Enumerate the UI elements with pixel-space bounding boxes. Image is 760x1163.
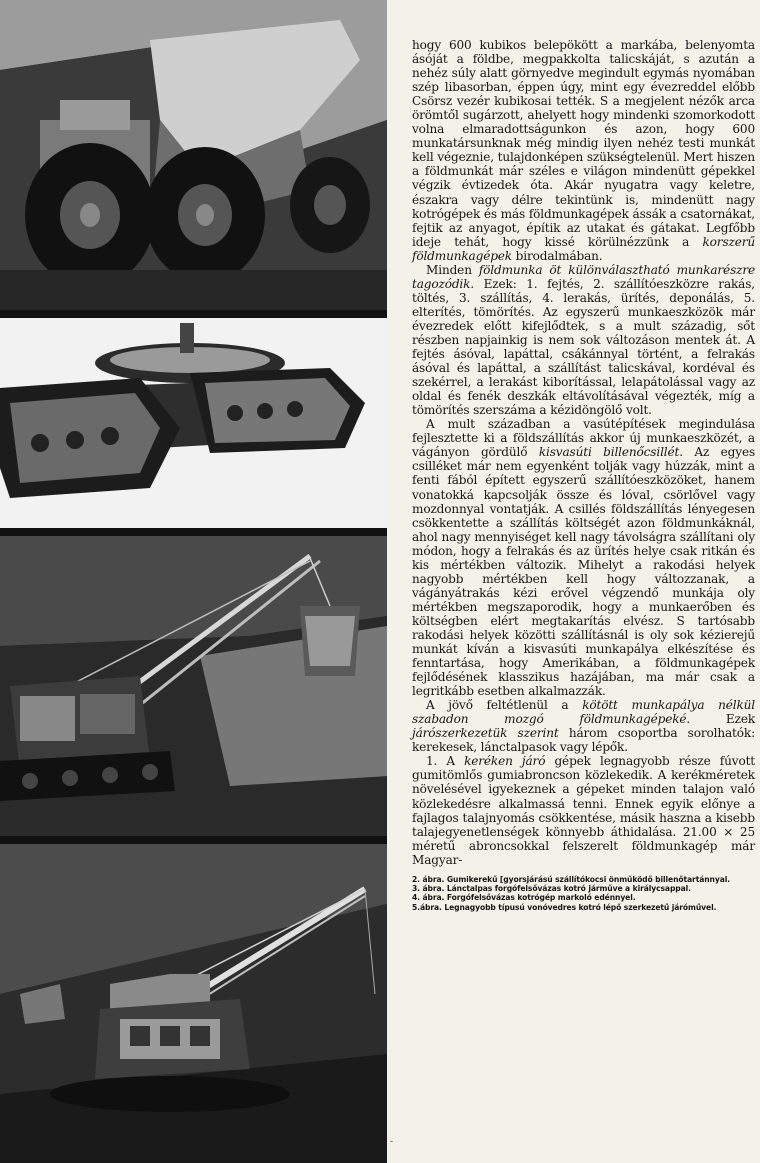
italic-phrase: korszerű földmunkagépek	[412, 234, 755, 263]
text-run: Ezek	[690, 712, 756, 727]
caption-number: 5.ábra.	[412, 902, 445, 912]
article-paragraph	[412, 263, 755, 418]
figure-caption	[412, 884, 755, 893]
caption-text: Gumikerekű [gyorsjárású szállítókocsi önműködő billenőtartánnyal.	[446, 874, 731, 884]
caption-number: 3. ábra.	[412, 884, 447, 894]
article-paragraph	[412, 38, 755, 263]
article-paragraph	[412, 698, 755, 754]
text-run: A jövő feltétlenül a	[426, 698, 583, 713]
caption-text: Forgófelsővázas kotrógép markoló edénnyel.	[446, 893, 636, 903]
text-run: birodalmában.	[511, 248, 603, 263]
figure-caption	[412, 903, 755, 912]
text-run: gépek legnagyobb része fúvott gumitömlős gumiabroncson közlekedik. A kerékméretek növelésével igyekeznek a gépeket minden talajon való közlekedésre alkalmassá tenni. Ennek egyik előnye a fajlagos talajnyomás csökkentése, másik haszna a kisebb talajegyenetlenségek könnyebb áthidalása. 21.00 × 25 méretű abroncsokkal felszerelt földmunkagép már Magyar-	[412, 754, 755, 867]
caption-number: 2. ábra.	[412, 874, 447, 884]
text-run: A mult században a vasútépítések megindulása fejlesztette ki a földszállítás akkor új munkaeszközét, a vágányon gördülő	[412, 417, 755, 460]
article-paragraph	[412, 417, 755, 698]
article-body	[412, 38, 755, 912]
photo-crawler-undercarriage	[0, 318, 387, 528]
figure-captions	[412, 875, 755, 912]
article-paragraph	[412, 754, 755, 866]
italic-phrase: járószerkezetük szerint	[412, 726, 559, 741]
margin-mark: -	[390, 1137, 394, 1147]
italic-phrase: keréken járó	[464, 754, 546, 769]
caption-text: Lánctalpas forgófelsővázas kotró járműve a királycsappal.	[446, 884, 691, 894]
italic-phrase: földmunka öt különválasztható munkarészre tagozódik.	[412, 262, 755, 291]
photo-grab-excavator	[0, 536, 387, 836]
figure-caption	[412, 875, 755, 884]
italic-phrase: kisvasúti billenőcsillét.	[538, 445, 683, 460]
text-run: Minden	[426, 262, 479, 277]
text-run: három csoportba sorolhatók: kerekesek, lánctalpasok vagy lépők.	[412, 726, 755, 755]
figure-caption	[412, 893, 755, 902]
text-run: Az egyes csilléket már nem egyenként tolják vagy húzzák, mint a fenti fából épített egyszerű szállítóeszközöket, hanem vonatokká kapcsolják össze és lóval, csörlővel vagy mozdonnyal vontatják. A csillés földszállítás lényegesen csökkentette a szállítás költségét azon földmunkáknál, ahol nagy mennyiséget kell nagy távolságra szállítani oly módon, hogy a felrakás és az ürítés helye csak ritkán és kis mértékben változik. Mihelyt a rakodási helyek nagyobb mértékben kell hogy változzanak, a vágányátrakás kézi erővel végzendő munkája oly mértékben megszaporodik, hogy a munkaerőben és költségben elért megtakarítás elvész. S tartósabb rakodási helyek közötti szállításnál is oly sok kézierejű munkát kíván a kisvasúti munkapálya elkészítése és fenntartása, hogy Amerikában, a földmunkagépek fejlődésének klasszikus hazájában, ma már csak a legritkább esetben alkalmazzák.	[412, 445, 756, 699]
text-run: 1. A	[426, 754, 465, 769]
caption-number: 4. ábra.	[412, 893, 447, 903]
text-run: hogy 600 kubikos belepökött a markába, belenyomta ásóját a földbe, megpakkolta talicskáját, s azután a nehéz súly alatt görnyedve megindult egymás nyomában szép libasorban, éppen úgy, mint egy évezreddel előbb Csörsz vezér kubikosai tették. S a megjelent nézők arca örömtől sugárzott, ahelyett hogy mindenki szomorkodott volna elmaradottságunkon és azon, hogy 600 munkatársunknak még mindig ilyen nehéz testi munkát kell végeznie, tulajdonképen szükségtelenül. Mert hiszen a földmunkát már széles e világon mindenütt gépekkel végzik évtizedek óta. Akár nyugatra vagy keletre, északra vagy délre tekintünk is, mindenütt nagy kotrógépek és más földmunkagépek ássák a csatornákat, fejtik az anyagot, építik az utakat és gátakat. Legfőbb ideje tehát, hogy kissé körülnézzünk a	[412, 38, 755, 249]
photo-dump-wagon	[0, 0, 387, 310]
italic-phrase: kötött munkapálya nélkül szabadon mozgó földmunkagépeké.	[412, 698, 755, 727]
text-run: Ezek: 1. fejtés, 2. szállítóeszközre rakás, töltés, 3. szállítás, 4. lerakás, ürítés, deponálás, 5. elterítés, tömörítés. Az egyszerű munkaeszközök már évezredek előtt kifejlődtek, s a mult századig, sőt részben napjainkig is nem sok változáson mentek át. A fejtés ásóval, lapáttal, csákánnyal történt, a felrakás ásóval és lapáttal, a szállítást talicskával, kordéval és szekérrel, a lerakást kiborítással, lelapátolással vagy az oldal és fenék deszkák eltávolításával végezték, míg a tömörítés szerszáma a kézidöngölő volt.	[412, 276, 755, 418]
caption-text: Legnagyobb típusú vonóvedres kotró lépő szerkezetű járóművel.	[444, 902, 717, 912]
photo-walking-dragline	[0, 844, 387, 1163]
